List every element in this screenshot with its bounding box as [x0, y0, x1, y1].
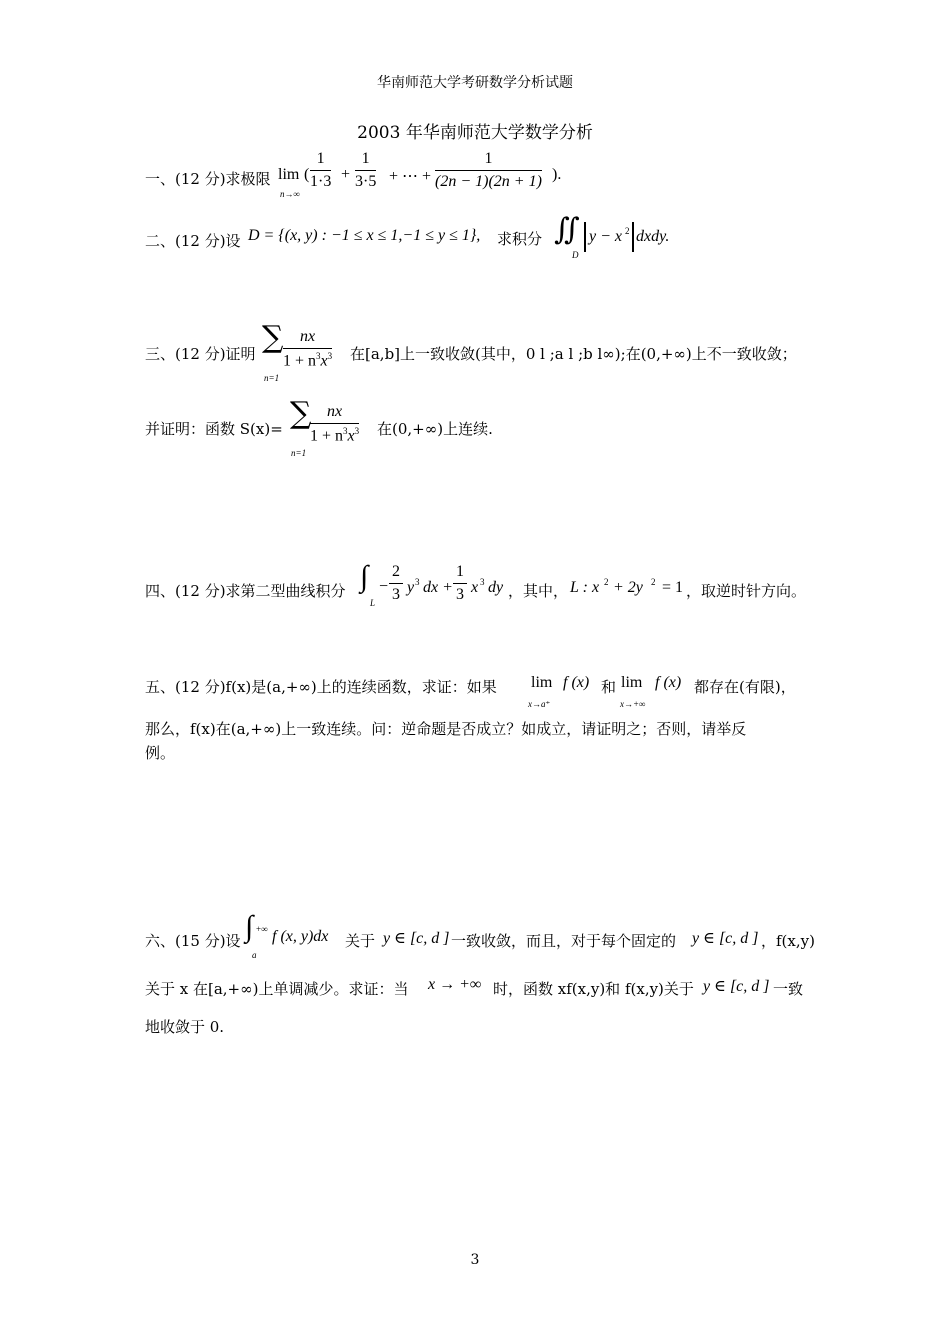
problem-4-label: 四、(12 分)求第二型曲线积分	[145, 582, 346, 600]
problem-3-line-2-label: 并证明：函数 S(x)=	[145, 420, 283, 438]
set-definition: D = {(x, y) : −1 ≤ x ≤ 1,−1 ≤ y ≤ 1},	[248, 227, 481, 244]
fraction-1: $\frac{1}{1\cdot 3}$	[310, 150, 332, 190]
coefficient-1-3: $\frac{1}{3}$	[453, 563, 467, 604]
problem-2-text: 求积分	[497, 230, 543, 248]
integrand-exponent: 2	[625, 226, 630, 236]
problem-3-text-2: 在(0,+∞)上连续.	[377, 420, 493, 438]
fraction-2: $\frac{1}{3\cdot 5}$	[355, 150, 377, 190]
problem-4-text-1: ，其中，	[508, 582, 569, 600]
problem-6-line-3: 地收敛于 0.	[145, 1018, 225, 1036]
ellipsis-sum: + ⋯ +	[389, 168, 432, 185]
abs-bar-right	[632, 222, 634, 252]
limit-2-operator: lim	[621, 674, 643, 691]
page-number: 3	[470, 1252, 480, 1268]
limit-1-subscript: x→a⁺	[528, 699, 551, 709]
curve-equation-rhs: = 1	[662, 579, 684, 596]
function-1: f (x)	[563, 674, 590, 691]
problem-5-text-1: 都存在(有限)，	[694, 678, 796, 696]
curve-equation-mid: + 2y	[613, 579, 643, 596]
integral-lower-limit: a	[252, 950, 257, 960]
problem-6-label: 六、(15 分)设	[145, 932, 241, 950]
differential: dxdy.	[636, 228, 670, 245]
condition-1: y ∈ [c, d ]	[383, 930, 450, 947]
problem-5-line-2: 那么，f(x)在(a,+∞)上一致连续。问：逆命题是否成立？如成立，请证明之；否则，请举反	[145, 720, 747, 738]
problem-6-text-3: ，f(x,y)	[761, 932, 815, 950]
curve-exponent-2: 2	[651, 577, 656, 587]
plus-sign: +	[341, 166, 351, 183]
integral-upper-limit: +∞	[256, 924, 268, 934]
problem-5-label: 五、(12 分)f(x)是(a,+∞)上的连续函数，求证：如果	[145, 678, 497, 696]
sum-subscript: n=1	[264, 373, 280, 383]
close-paren: ).	[552, 166, 562, 183]
limit-2-subscript: x→+∞	[620, 699, 646, 709]
sum-subscript-2: n=1	[291, 448, 307, 458]
condition-2: y ∈ [c, d ]	[692, 930, 759, 947]
open-paren: (	[304, 166, 310, 183]
integrand: y − x	[589, 228, 622, 245]
curve-equation: L : x	[570, 579, 600, 596]
problem-3-text-1: 在[a,b]上一致收敛(其中，0 l ;a l ;b l∞);在(0,+∞)上不一致收敛；	[350, 345, 797, 363]
limit-operator: lim	[278, 166, 300, 183]
term-2-exponent: 3	[480, 577, 485, 587]
term-1-var: y	[407, 579, 415, 596]
problem-2-label: 二、(12 分)设	[145, 232, 241, 250]
page-header: 华南师范大学考研数学分析试题	[377, 75, 573, 91]
term-2-var: x	[471, 579, 479, 596]
line-integral-icon: ∫	[360, 560, 369, 593]
problem-6-text-2: 一致收敛，而且，对于每个固定的	[451, 932, 677, 950]
problem-3-label: 三、(12 分)证明	[145, 345, 256, 363]
term-2-differential: dy	[488, 579, 504, 596]
coefficient-2-3: $\frac{2}{3}$	[389, 563, 403, 604]
problem-5-line-3: 例。	[145, 744, 176, 762]
term-1-exponent: 3	[415, 577, 420, 587]
limit-1-operator: lim	[531, 674, 553, 691]
fraction-3: $\frac{1}{(2n - 1)(2n + 1)}$	[435, 150, 542, 190]
exam-title: 2003 年华南师范大学数学分析	[357, 123, 593, 143]
problem-4-text-2: ，取逆时针方向。	[686, 582, 807, 600]
summation-icon-2: ∑	[290, 396, 312, 431]
curve-exponent-1: 2	[604, 577, 609, 587]
series-term: $\frac{nx}{1 + n^3x^3}$	[283, 328, 333, 370]
term-1-differential: dx +	[423, 579, 453, 596]
integrand-f: f (x, y)dx	[272, 928, 329, 945]
problem-6-line-2b: 时，函数 xf(x,y)和 f(x,y)关于	[493, 980, 694, 998]
limit-subscript: n→∞	[280, 189, 300, 199]
integral-domain: D	[572, 250, 579, 260]
summation-icon: ∑	[262, 320, 284, 355]
problem-1-label: 一、(12 分)求极限	[145, 170, 271, 188]
problem-6-text-1: 关于	[345, 932, 376, 950]
minus-sign: −	[379, 578, 389, 595]
condition-3: y ∈ [c, d ]	[703, 978, 770, 995]
problem-6-line-2c: 一致	[773, 980, 804, 998]
improper-integral-icon: ∫	[245, 910, 254, 943]
problem-6-line-2a: 关于 x 在[a,+∞)上单调减少。求证：当	[145, 980, 409, 998]
abs-bar-left	[584, 222, 586, 252]
limit-expression: x → +∞	[428, 976, 482, 993]
conjunction-and: 和	[601, 678, 617, 696]
function-2: f (x)	[655, 674, 682, 691]
curve-subscript: L	[370, 598, 376, 608]
series-term-2: $\frac{nx}{1 + n^3x^3}$	[310, 403, 360, 445]
double-integral-icon: ∬	[554, 213, 580, 246]
